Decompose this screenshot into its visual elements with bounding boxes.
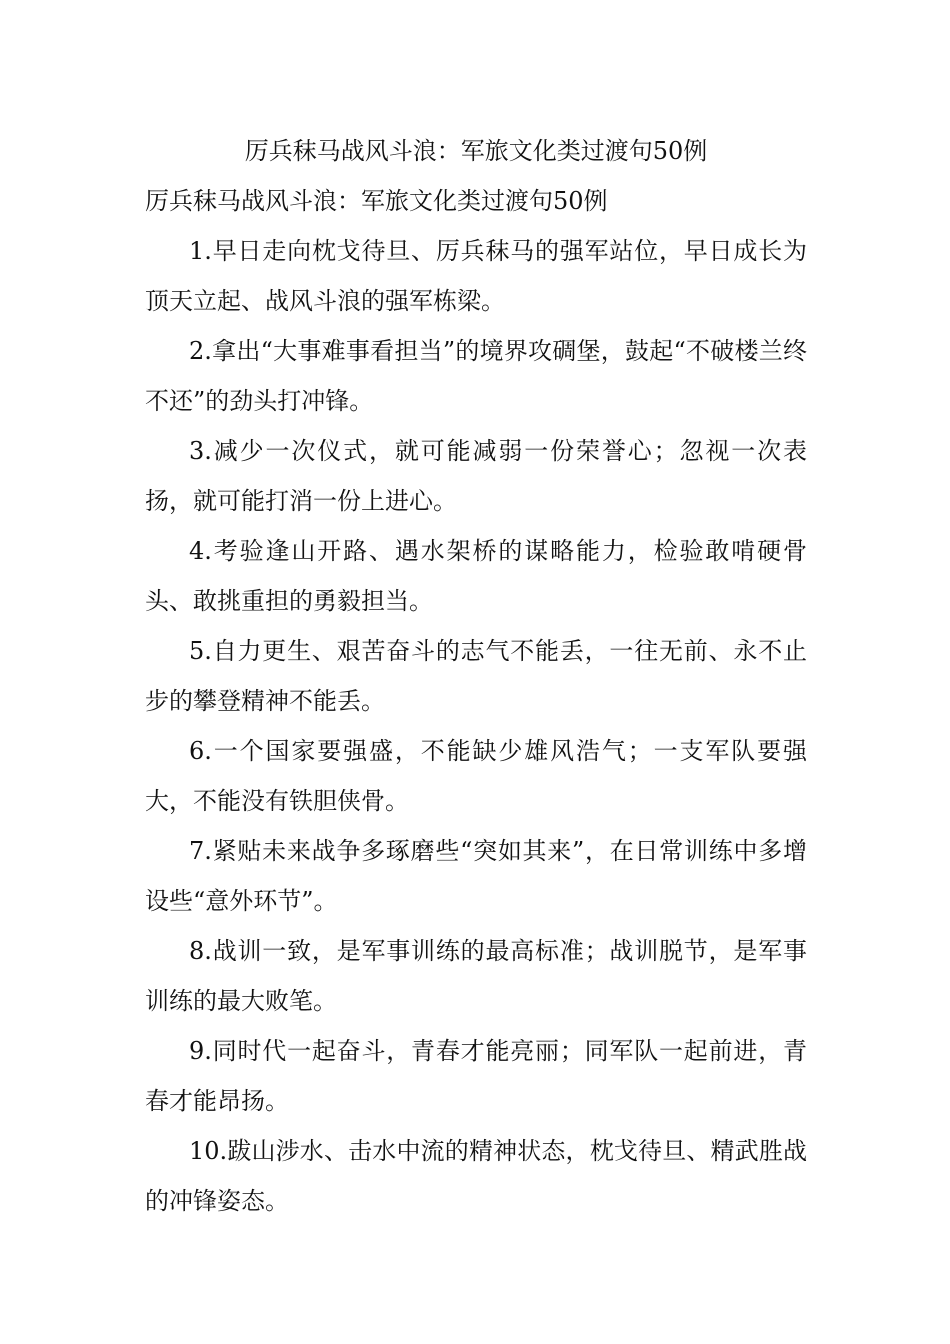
paragraph-10: 10.跋山涉水、击水中流的精神状态，枕戈待旦、精武胜战的冲锋姿态。 bbox=[145, 1137, 807, 1215]
paragraph-2: 2.拿出“大事难事看担当”的境界攻碉堡，鼓起“不破楼兰终不还”的劲头打冲锋。 bbox=[145, 337, 807, 415]
document-title: 厉兵秣马战风斗浪：军旅文化类过渡句50例 bbox=[244, 137, 708, 165]
paragraph-1: 1.早日走向枕戈待旦、厉兵秣马的强军站位，早日成长为顶天立起、战风斗浪的强军栋梁。 bbox=[145, 237, 807, 315]
paragraph-5: 5.自力更生、艰苦奋斗的志气不能丢，一往无前、永不止步的攀登精神不能丢。 bbox=[145, 637, 807, 715]
document-body bbox=[145, 126, 807, 1226]
document-subtitle: 厉兵秣马战风斗浪：军旅文化类过渡句50例 bbox=[145, 187, 608, 215]
paragraph-3: 3.减少一次仪式，就可能减弱一份荣誉心；忽视一次表扬，就可能打消一份上进心。 bbox=[145, 437, 807, 515]
paragraph-4: 4.考验逢山开路、遇水架桥的谋略能力，检验敢啃硬骨头、敢挑重担的勇毅担当。 bbox=[145, 537, 807, 615]
paragraph-7: 7.紧贴未来战争多琢磨些“突如其来”，在日常训练中多增设些“意外环节”。 bbox=[145, 837, 807, 915]
paragraph-6: 6.一个国家要强盛，不能缺少雄风浩气；一支军队要强大，不能没有铁胆侠骨。 bbox=[145, 737, 807, 815]
paragraph-8: 8.战训一致，是军事训练的最高标准；战训脱节，是军事训练的最大败笔。 bbox=[145, 937, 807, 1015]
paragraph-9: 9.同时代一起奋斗，青春才能亮丽；同军队一起前进，青春才能昂扬。 bbox=[145, 1037, 807, 1115]
